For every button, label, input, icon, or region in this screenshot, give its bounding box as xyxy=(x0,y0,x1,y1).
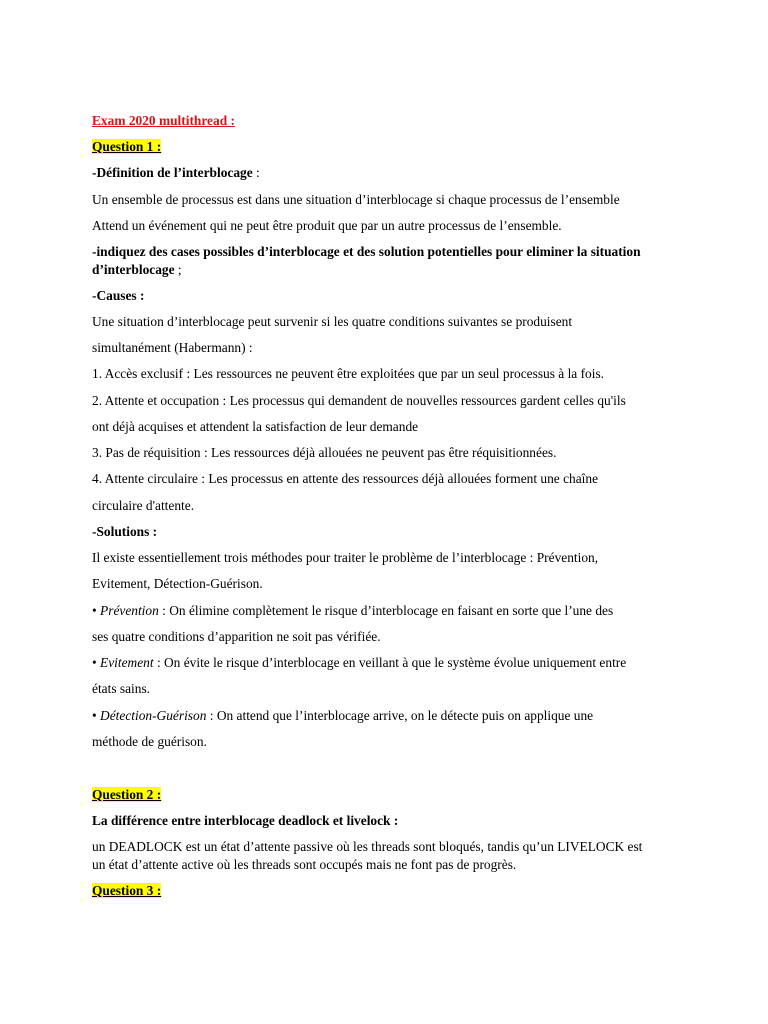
q1-definition-label xyxy=(92,164,260,181)
q3-heading-text: Question 3 : xyxy=(92,883,162,898)
cause-1: 1. Accès exclusif : Les ressources ne peuvent être exploitées que par un seul processus à la fois. xyxy=(92,366,605,381)
cause-3: 3. Pas de réquisition : Les ressources déjà allouées ne peuvent pas être réquisitionnées. xyxy=(92,445,557,460)
detection-text: : On attend que l’interblocage arrive, on le détecte puis on applique une xyxy=(206,708,594,723)
evitement-line-2: états sains. xyxy=(92,681,151,696)
causes-intro-2: simultanément (Habermann) : xyxy=(92,340,253,355)
q1-heading xyxy=(92,138,161,155)
question-prompt-line-2 xyxy=(92,261,182,278)
detection-line-1 xyxy=(92,707,593,724)
evitement-line-1 xyxy=(92,654,626,671)
cause-4-line-1: 4. Attente circulaire : Les processus en attente des ressources déjà allouées forment une chaîne xyxy=(92,471,599,486)
prevention-term: Prévention xyxy=(96,603,159,618)
q2-heading-text: Question 2 : xyxy=(92,787,162,802)
prompt-line-2-text: d’interblocage xyxy=(92,262,175,277)
prompt-line-2-tail: ; xyxy=(174,262,182,277)
cause-2-line-2: ont déjà acquises et attendent la satisfaction de leur demande xyxy=(92,419,419,434)
q2-answer-line-1: un DEADLOCK est un état d’attente passive où les threads sont bloqués, tandis qu’un LIVELOCK est xyxy=(92,839,643,854)
cause-2-line-1: 2. Attente et occupation : Les processus qui demandent de nouvelles ressources gardent celles qu'ils xyxy=(92,393,626,408)
title-text: Exam 2020 multithread : xyxy=(92,113,235,128)
prevention-line-2: ses quatre conditions d’apparition ne soit pas vérifiée. xyxy=(92,629,381,644)
prevention-line-1 xyxy=(92,602,613,619)
definition-line-2: Attend un événement qui ne peut être produit que par un autre processus de l’ensemble. xyxy=(92,218,562,233)
solutions-intro-1: Il existe essentiellement trois méthodes pour traiter le problème de l’interblocage : Prévention, xyxy=(92,550,599,565)
doc-title xyxy=(92,112,235,129)
q2-heading xyxy=(92,786,161,803)
solutions-label: -Solutions : xyxy=(92,524,158,539)
definition-label: -Définition de l’interblocage xyxy=(92,165,253,180)
q2-subheading: La différence entre interblocage deadlock et livelock : xyxy=(92,813,399,828)
prevention-text: : On élimine complètement le risque d’interblocage en faisant en sorte que l’une des xyxy=(158,603,614,618)
causes-label: -Causes : xyxy=(92,288,145,303)
definition-line-1: Un ensemble de processus est dans une situation d’interblocage si chaque processus de l’ensemble xyxy=(92,192,620,207)
solutions-intro-2: Evitement, Détection-Guérison. xyxy=(92,576,263,591)
causes-intro-1: Une situation d’interblocage peut survenir si les quatre conditions suivantes se produisent xyxy=(92,314,573,329)
bullet: • xyxy=(92,708,97,723)
detection-line-2: méthode de guérison. xyxy=(92,734,207,749)
bullet: • xyxy=(92,603,97,618)
q1-heading-text: Question 1 : xyxy=(92,139,162,154)
evitement-text: : On évite le risque d’interblocage en veillant à que le système évolue uniquement entre xyxy=(153,655,627,670)
definition-colon: : xyxy=(252,165,260,180)
detection-term: Détection-Guérison xyxy=(96,708,207,723)
q2-answer-line-2: un état d’attente active où les threads sont occupés mais ne font pas de progrès. xyxy=(92,857,517,872)
cause-4-line-2: circulaire d'attente. xyxy=(92,498,195,513)
question-prompt-line-1: -indiquez des cases possibles d’interblocage et des solution potentielles pour eliminer la situation xyxy=(92,244,641,259)
q3-heading xyxy=(92,882,161,899)
bullet: • xyxy=(92,655,97,670)
evitement-term: Evitement xyxy=(96,655,154,670)
